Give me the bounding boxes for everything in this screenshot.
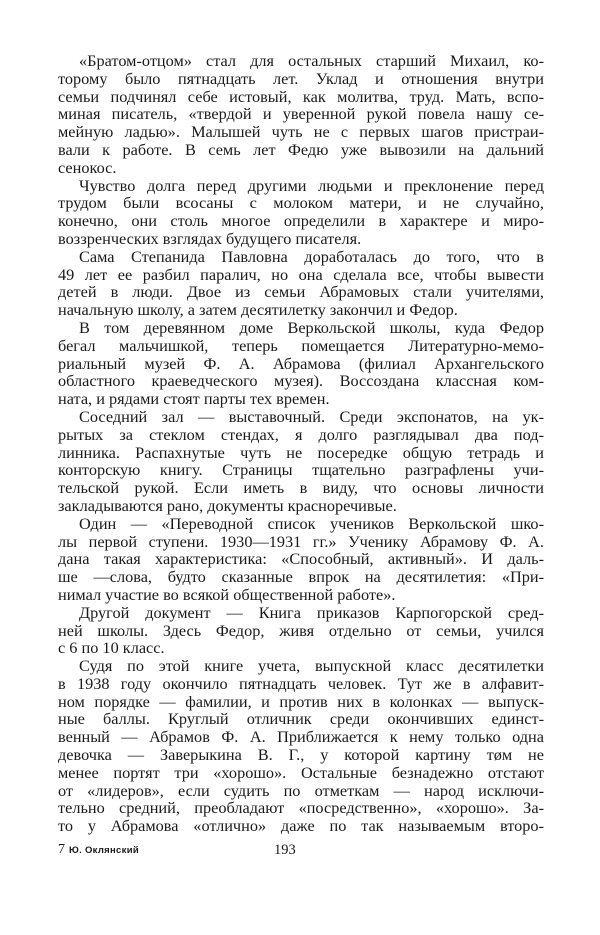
text-line: от «лидеров», если судить по отметкам — народ исключи-	[58, 780, 544, 800]
text-line: в 1938 году окончило пятнадцать человек. Тут же в алфавит-	[58, 673, 544, 693]
text-line: Судя по этой книге учета, выпускной класс десятилетки	[79, 656, 544, 676]
paragraph	[58, 248, 544, 319]
text-line: Чувство долга перед другими людьми и преклонение перед	[79, 175, 544, 195]
text-line: Сама Степанида Павловна доработалась до того, что в	[79, 246, 544, 266]
text-line: тельской рукой. Если иметь в виду, что основы личности	[58, 478, 544, 498]
paragraph	[58, 177, 544, 248]
paragraph	[58, 604, 544, 657]
printer-signature	[58, 842, 139, 858]
text-line: трудом были всосаны с молоком матери, и не случайно,	[58, 193, 544, 213]
text-line: 49 лет ее разбил паралич, но она сделала все, чтобы вывести	[58, 264, 544, 284]
text-line: ната, и рядами стоят парты тех времен.	[58, 389, 330, 409]
text-line: менее портят три «хорошо». Остальные безнадежно отстают	[58, 762, 544, 782]
text-line: конечно, они столь многое определили в характере и миро-	[58, 211, 544, 231]
text-line: Соседний зал — выставочный. Среди экспонатов, на ук-	[79, 406, 544, 426]
text-line: вали к работе. В семь лет Федю уже вывозили на дальний	[58, 139, 544, 159]
text-line: воззренческих взглядах будущего писателя.	[58, 228, 362, 248]
paragraph	[58, 515, 544, 604]
text-line: то у Абрамова «отлично» даже по так называемым второ-	[58, 816, 544, 836]
text-line: дана такая характеристика: «Способный, активный». И даль-	[58, 549, 544, 569]
paragraph	[58, 657, 544, 835]
page-footer	[58, 842, 544, 862]
paragraph	[58, 52, 544, 177]
text-line: детей в люди. Двое из семьи Абрамовых стали учителями,	[58, 282, 544, 302]
text-line: «Братом-отцом» стал для остальных старший Михаил, ко-	[79, 51, 544, 70]
text-line: ном порядке — фамилии, и против них в колонках — выпуск-	[58, 691, 544, 711]
text-line: ше —слова, будто сказанные впрок на десятилетия: «При-	[58, 567, 544, 587]
text-line: бегал мальчишкой, теперь помещается Литературно-мемо-	[58, 335, 544, 355]
text-line: ные баллы. Круглый отличник среди окончивших единст-	[58, 709, 544, 729]
text-line: Один — «Переводной список учеников Веркольской шко-	[79, 513, 544, 533]
text-line: конторскую книгу. Страницы тщательно разграфлены учи-	[58, 460, 544, 480]
text-line: тельно средний, преобладают «посредственно», «хорошо». За-	[58, 798, 544, 818]
paragraph	[58, 319, 544, 408]
text-line: сенокос.	[58, 157, 117, 177]
text-line: торому было пятнадцать лет. Уклад и отношения внутри	[58, 68, 544, 88]
text-line: риальный музей Ф. А. Абрамова (филиал Архангельского	[58, 353, 544, 373]
body-text	[58, 52, 544, 835]
signature-author: Ю. Оклянский	[69, 845, 139, 856]
text-line: Другой документ — Книга приказов Карпогорской сред-	[79, 602, 544, 622]
signature-number: 7	[58, 842, 65, 857]
text-line: мейную ладью». Малышей чуть не с первых шагов пристраи-	[58, 122, 544, 142]
text-line: нимал участие во всякой общественной работе».	[58, 584, 396, 604]
text-line: лы первой ступени. 1930—1931 гг.» Ученику Абрамову Ф. А.	[58, 531, 544, 551]
text-line: рытых за стеклом стендах, я долго разглядывал два под-	[58, 424, 544, 444]
text-line: ней школы. Здесь Федор, живя отдельно от семьи, учился	[58, 620, 544, 640]
text-line: семьи подчинял себе истовый, как молитва, труд. Мать, вспо-	[58, 86, 544, 106]
text-line: миная писатель, «твердой и уверенной рукой повела нашу се-	[58, 104, 544, 124]
text-line: областного краеведческого музея). Воссоздана классная ком-	[58, 371, 544, 391]
text-line: начальную школу, а затем десятилетку закончил и Федор.	[58, 300, 458, 320]
text-line: венный — Абрамов Ф. А. Приближается к нему только одна	[58, 727, 544, 747]
text-line: В том деревянном доме Веркольской школы, куда Федор	[79, 317, 544, 337]
text-line: с 6 по 10 класс.	[58, 638, 165, 658]
page-number: 193	[274, 842, 296, 858]
text-line: линника. Распахнутые чуть не посередке общую тетрадь и	[58, 442, 544, 462]
text-line: закладываются рано, документы красноречивые.	[58, 495, 397, 515]
text-line: девочка — Заверыкина В. Г., у которой картину тøм не	[58, 745, 544, 765]
paragraph	[58, 408, 544, 515]
